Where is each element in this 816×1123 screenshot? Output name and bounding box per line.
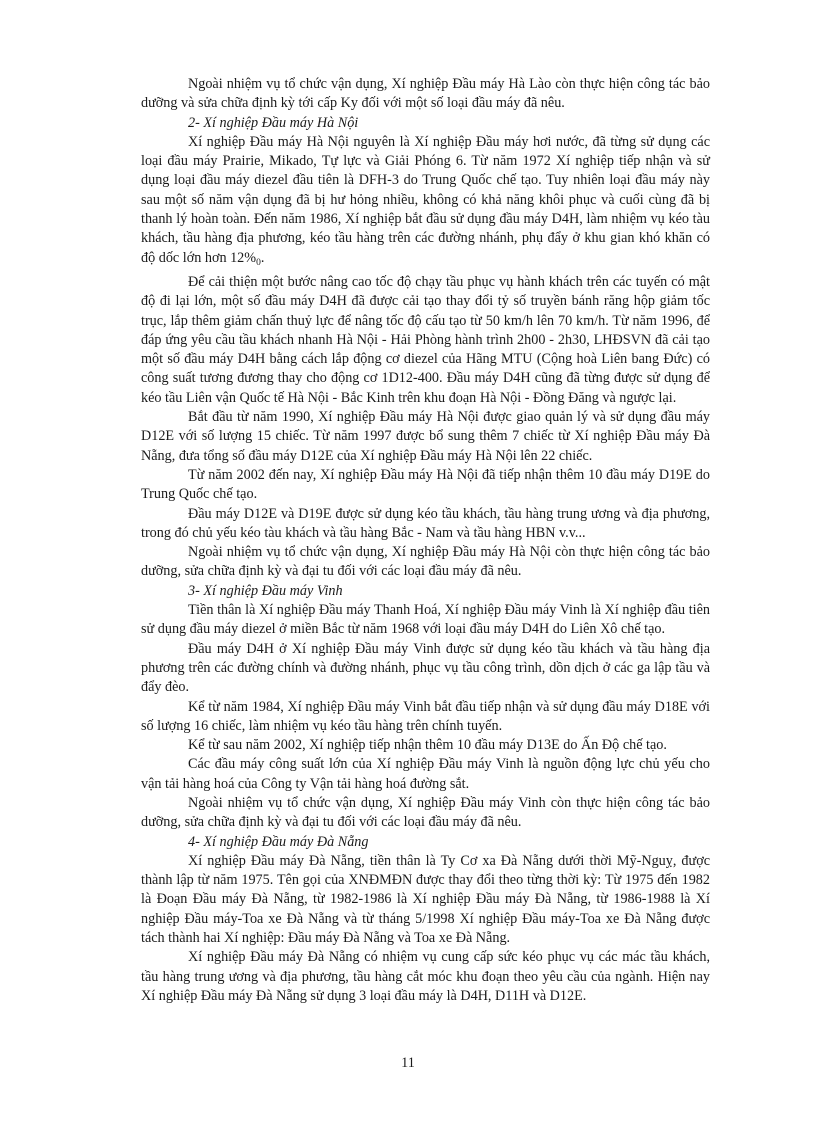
permille-subscript: 0 — [256, 257, 261, 268]
body-paragraph — [141, 75, 710, 114]
section-heading-text: 2- Xí nghiệp Đầu máy Hà Nội — [188, 114, 359, 131]
body-paragraph — [141, 698, 710, 737]
paragraph-text: Để cải thiện một bước nâng cao tốc độ chạy tầu phục vụ hành khách trên các tuyến có mật độ đi lại lớn, một số đầu máy D4H đã được cải tạo thay đổi tỷ số truyền bánh răng hộp giảm tốc trục, lắp thêm giảm chấn thuỷ lực để nâng tốc độ cấu tạo từ 50 km/h lên 70 km/h. Từ năm 1996, để đáp ứng yêu cầu tầu khách nhanh Hà Nội - Hải Phòng hành trình 2h00 - 2h30, LHĐSVN đã cải tạo một số đầu máy D4H bằng cách lắp động cơ diezel của Hãng MTU (Cộng hoà Liên bang Đức) có công suất tương đương thay cho động cơ 1D12-400. Đầu máy D4H cũng đã từng được sử dụng để kéo tầu Liên vận Quốc tế Hà Nội - Bắc Kinh trên khu đoạn Hà Nội - Đồng Đăng và ngược lại. — [141, 273, 710, 406]
paragraph-text: Các đầu máy công suất lớn của Xí nghiệp Đầu máy Vinh là nguồn động lực chủ yếu cho vận tải hàng hoá của Công ty Vận tải hàng hoá đường sắt. — [141, 756, 710, 792]
body-paragraph — [141, 408, 710, 466]
body-paragraph — [141, 794, 710, 833]
body-paragraph — [141, 466, 710, 505]
paragraph-text: Kể từ năm 1984, Xí nghiệp Đầu máy Vinh bắt đầu tiếp nhận và sử dụng đầu máy D18E với số lượng 16 chiếc, làm nhiệm vụ kéo tầu hàng trên chính tuyến. — [141, 698, 710, 734]
paragraph-text: Ngoài nhiệm vụ tổ chức vận dụng, Xí nghiệp Đầu máy Hà Lào còn thực hiện công tác bảo dưỡng và sửa chữa định kỳ tới cấp Ky đối với một số loại đầu máy đã nêu. — [141, 76, 710, 112]
section-heading — [141, 582, 710, 601]
page-number: 11 — [401, 1055, 415, 1071]
body-paragraph — [141, 273, 710, 408]
paragraph-text: Xí nghiệp Đầu máy Đà Nẵng có nhiệm vụ cung cấp sức kéo phục vụ các mác tầu khách, tầu hàng trung ương và địa phương, tầu hàng cắt móc khu đoạn theo yêu cầu của ngành. Hiện nay Xí nghiệp Đầu máy Đà Nẵng sử dụng 3 loại đầu máy là D4H, D11H và D12E. — [141, 949, 710, 1004]
body-paragraph — [141, 755, 710, 794]
body-paragraph — [141, 948, 710, 1006]
paragraph-text: Tiền thân là Xí nghiệp Đầu máy Thanh Hoá, Xí nghiệp Đầu máy Vinh là Xí nghiệp đầu tiên sử dụng đầu máy diezel ở miền Bắc từ năm 1968 với loại đầu máy D4H do Liên Xô chế tạo. — [141, 602, 710, 638]
body-paragraph — [141, 852, 710, 948]
section-heading — [141, 114, 710, 133]
paragraph-text: Đầu máy D12E và D19E được sử dụng kéo tầu khách, tầu hàng trung ương và địa phương, trong đó chủ yếu kéo tàu khách và tầu hàng Bắc - Nam và tầu hàng HBN v.v... — [141, 505, 710, 541]
paragraph-tail: . — [260, 249, 265, 266]
body-paragraph — [141, 640, 710, 698]
body-paragraph — [141, 736, 710, 755]
paragraph-text: Từ năm 2002 đến nay, Xí nghiệp Đầu máy Hà Nội đã tiếp nhận thêm 10 đầu máy D19E do Trung Quốc chế tạo. — [141, 466, 710, 503]
paragraph-text: Ngoài nhiệm vụ tổ chức vận dụng, Xí nghiệp Đầu máy Hà Nội còn thực hiện công tác bảo dưỡng, sửa chữa định kỳ và đại tu đối với các loại đầu máy đã nêu. — [141, 544, 710, 580]
paragraph-text: Kể từ sau năm 2002, Xí nghiệp tiếp nhận thêm 10 đầu máy D13E do Ấn Độ chế tạo. — [188, 737, 667, 754]
section-heading — [141, 833, 710, 852]
paragraph-text: Xí nghiệp Đầu máy Hà Nội nguyên là Xí nghiệp Đầu máy hơi nước, đã từng sử dụng các loại đầu máy Prairie, Mikado, Tự lực và Giải Phóng 6. Từ năm 1972 Xí nghiệp tiếp nhận và sử dụng loại đầu máy diezel đầu tiên là DFH-3 do Trung Quốc chế tạo. Tuy nhiên loại đầu máy này sau một số năm vận dụng đã bị hư hỏng nhiều, không có khả năng khôi phục và cuối cùng đã bị thanh lý hoàn toàn. Đến năm 1986, Xí nghiệp bắt đầu sử dụng đầu máy D4H, làm nhiệm vụ kéo tàu khách, tầu hàng địa phương, kéo tầu hàng trên các đường nhánh, phụ đẩy ở khu gian khó khăn có độ dốc lớn hơn 12% — [141, 133, 710, 266]
paragraph-text: Đầu máy D4H ở Xí nghiệp Đầu máy Vinh được sử dụng kéo tầu khách và tầu hàng địa phương trên các đường chính và đường nhánh, phục vụ tầu công trình, dồn dịch ở các ga lập tầu và đẩy đèo. — [141, 640, 710, 696]
section-heading-text: 4- Xí nghiệp Đầu máy Đà Nẵng — [188, 833, 369, 850]
document-body — [141, 75, 710, 1006]
body-paragraph — [141, 601, 710, 640]
body-paragraph — [141, 133, 710, 273]
paragraph-text: Bắt đầu từ năm 1990, Xí nghiệp Đầu máy Hà Nội được giao quản lý và sử dụng đầu máy D12E với số lượng 15 chiếc. Từ năm 1997 được bổ sung thêm 7 chiếc từ Xí nghiệp Đầu máy Đà Nẵng, đưa tổng số đầu máy D12E của Xí nghiệp Đầu máy Hà Nội lên 22 chiếc. — [141, 409, 710, 464]
section-heading-text: 3- Xí nghiệp Đầu máy Vinh — [188, 582, 343, 599]
paragraph-text: Xí nghiệp Đầu máy Đà Nẵng, tiền thân là Ty Cơ xa Đà Nẵng dưới thời Mỹ-Nguỵ, được thành lập từ năm 1975. Tên gọi của XNĐMĐN được thay đổi theo từng thời kỳ: Từ 1975 đến 1982 là Đoạn Đầu máy Đà Nẵng, từ 1982-1986 là Xí nghiệp Đầu máy Đà Nẵng, từ 1986-1988 là Xí nghiệp Đầu máy-Toa xe Đà Nẵng và từ tháng 5/1998 Xí nghiệp Đầu máy-Toa xe Đà Nẵng được tách thành hai Xí nghiệp: Đầu máy Đà Nẵng và Toa xe Đà Nẵng. — [141, 852, 710, 947]
body-paragraph — [141, 505, 710, 544]
paragraph-text: Ngoài nhiệm vụ tổ chức vận dụng, Xí nghiệp Đầu máy Vinh còn thực hiện công tác bảo dưỡng, sửa chữa định kỳ và đại tu đối với các loại đầu máy đã nêu. — [141, 794, 710, 831]
body-paragraph — [141, 543, 710, 582]
